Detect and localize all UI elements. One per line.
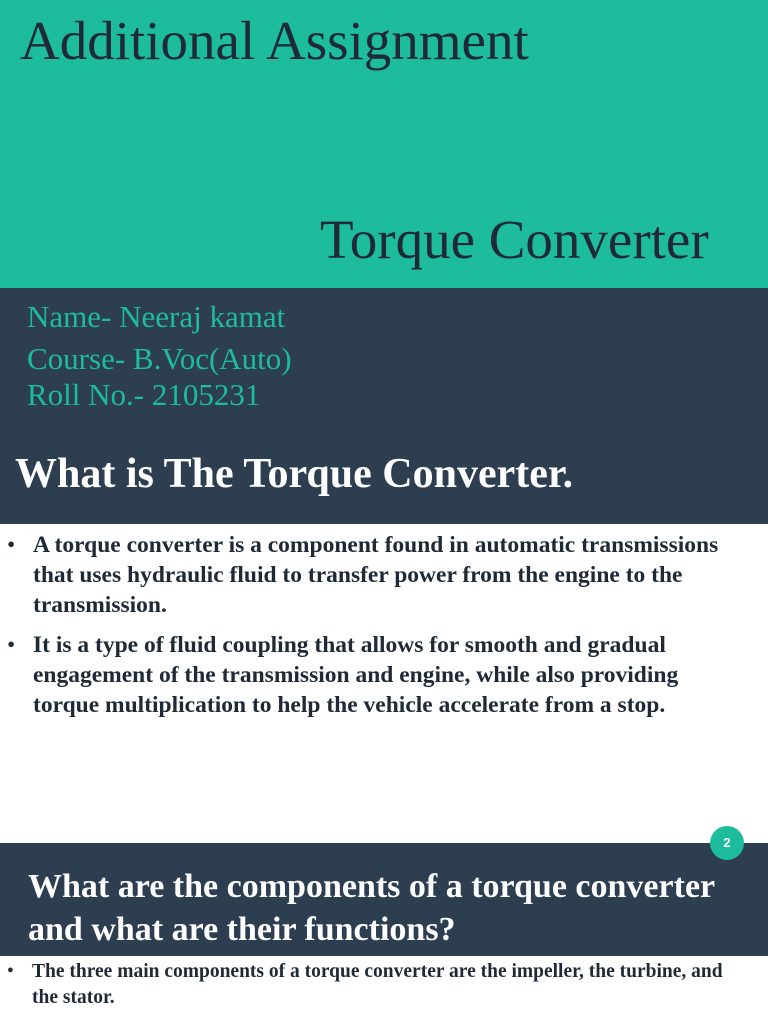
bullet-text: It is a type of fluid coupling that allows for smooth and gradual engagement of the transmission and engine, while also providing torque multiplication to help the vehicle accelerate from a stop. [33, 632, 679, 718]
section-title: What is The Torque Converter. [15, 451, 574, 497]
bullet-item [0, 959, 768, 1011]
info-band [0, 288, 768, 524]
bullet-icon: • [7, 532, 16, 558]
slide2-bullet-list [0, 959, 768, 1021]
bullet-item [0, 530, 768, 620]
slide-number-badge: 2 [710, 826, 744, 860]
bullet-icon: • [7, 961, 14, 982]
main-title: Additional Assignment [20, 10, 529, 71]
slide2-content [0, 956, 768, 1024]
bullet-icon: • [7, 632, 16, 658]
student-course: Course- B.Voc(Auto) [27, 341, 292, 376]
bullet-text: The three main components of a torque converter are the impeller, the turbine, and the stator. [32, 961, 723, 1008]
title-band [0, 0, 768, 288]
student-roll-number: Roll No.- 2105231 [27, 377, 261, 412]
bullet-item [0, 630, 768, 720]
bullet-list [0, 530, 768, 730]
slide2-title: What are the components of a torque converter and what are their functions? [28, 868, 715, 948]
slide2-title-band [0, 843, 768, 956]
bullet-text: A torque converter is a component found in automatic transmissions that uses hydraulic fluid to transfer power from the engine to the transmission. [33, 532, 719, 618]
student-name: Name- Neeraj kamat [27, 299, 286, 334]
content-area [0, 524, 768, 843]
subtitle: Torque Converter [320, 209, 709, 270]
